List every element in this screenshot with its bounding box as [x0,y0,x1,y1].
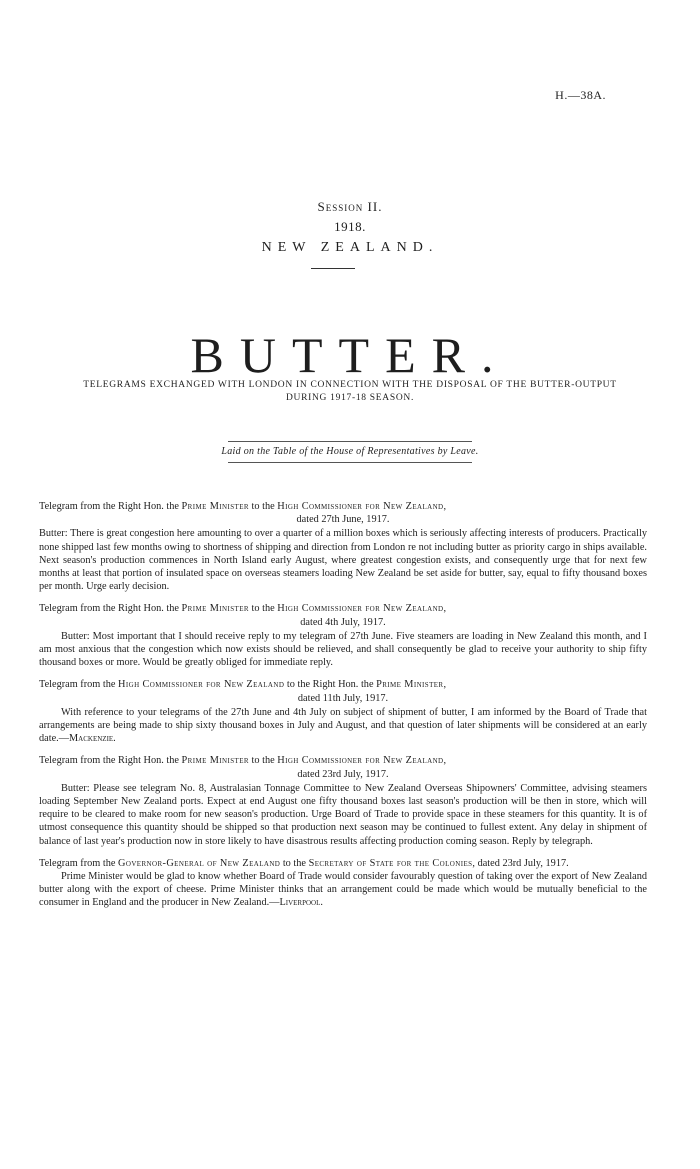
heading-text: Telegram from the Right Hon. the [39,755,182,767]
heading-text: Telegram from the [39,857,119,869]
telegram-5 [39,857,647,910]
sender-role: High Commissioner for New Zealand [118,679,285,691]
telegram-date: dated 23rd July, 1917. [297,768,389,780]
divider-top [228,441,472,442]
telegram-body [39,782,647,848]
heading-text: to the [248,501,278,512]
divider-bottom [228,462,472,463]
heading-text: , [443,755,447,767]
heading-text: , [443,679,447,691]
signature: Mackenzie. [69,733,116,745]
recipient-role: High Commissioner for New Zealand [277,755,444,767]
heading-text: Telegram from the Right Hon. the [39,501,182,512]
recipient-role: Prime Minister [376,679,444,691]
page-reference: H.—38A. [555,88,606,102]
telegram-2 [39,602,647,669]
sender-role: Governor-General of New Zealand [118,857,281,869]
heading-text: , dated 23rd July, 1917. [472,857,569,869]
heading-text: , [443,603,447,615]
sender-role: Prime Minister [181,501,249,512]
recipient-role: High Commissioner for New Zealand [277,501,444,512]
telegram-heading [39,602,647,615]
telegram-list [39,500,647,919]
heading-text: to the [280,857,309,869]
year-line: 1918. [334,219,366,234]
telegram-date: dated 4th July, 1917. [300,616,386,628]
telegram-body [39,706,647,746]
document-subtitle: TELEGRAMS EXCHANGED WITH LONDON IN CONNECTION WITH THE DISPOSAL OF THE BUTTER-OUTPUT DURING 1917-18 SEASON. [83,380,617,403]
short-divider [311,268,355,269]
telegram-date: dated 11th July, 1917. [297,692,389,704]
body-text: Butter: Most important that I should receive reply to my telegram of 27th June. Five steamers are loading in New Zealand this month, and I am most anxious that the congestion which now exists should be relieved, and shall consequently be glad to receive your authority to ship fifty thousand boxes or more. Would be greatly obliged for immediate reply. [39,630,647,669]
body-text: Butter: There is great congestion here amounting to over a quarter of a million boxes which is seriously affecting interests of producers. Practically none shipped last few months owing to shortness of shipping and direction from London re not including butter as priority cargo in ships available. Next season's production commences in North Island early August, where greatest congestion exists, and consequently urge that for next few months at least that portion of insulated space on overseas steamers loading New Zealand be set aside for butter, say, equal to fifty thousand boxes per month. Urge early decision. [39,528,647,593]
telegram-1 [39,500,647,593]
telegram-heading [39,500,647,513]
heading-text: to the [248,755,278,767]
telegram-body [39,527,647,593]
heading-text: Telegram from the [39,679,119,691]
heading-text: to the Right Hon. the [284,679,377,691]
telegram-4 [39,754,647,847]
signature: Liverpool. [279,897,323,909]
telegram-heading [39,857,647,870]
body-text: Butter: Please see telegram No. 8, Australasian Tonnage Committee to New Zealand Overseas Shipowners' Committee, advising steamers loading September New Zealand ports. Expect at end August one fifty thousand boxes last season's production will be then in store, which will require to be cleared to make room for new season's production. Urge Board of Trade to provide space in these steamers for this quantity. It is of utmost consequence this quantity should be shipped so that production next season may be continued to fullest extent. Any delay in shipment of balance of last year's production now in store likely to have disastrous results affecting production coming season. Reply by telegraph. [39,782,647,847]
heading-text: , [443,501,447,512]
laid-on-table-note: Laid on the Table of the House of Representatives by Leave. [221,446,479,457]
sender-role: Prime Minister [181,755,249,767]
telegram-body [39,630,647,670]
body-text: With reference to your telegrams of the 27th June and 4th July on subject of shipment of butter, I am informed by the Board of Trade that arrangements are being made to ship sixty thousand boxes in July and August, and that question of later shipments will be considered at an early date.— [39,706,647,745]
telegram-3 [39,678,647,745]
telegram-body [39,870,647,910]
recipient-role: High Commissioner for New Zealand [277,603,444,615]
country-line: NEW ZEALAND. [261,240,439,255]
document-title: BUTTER. [190,327,510,383]
telegram-heading [39,754,647,767]
sender-role: Prime Minister [181,603,249,615]
heading-text: to the [248,603,278,615]
recipient-role: Secretary of State for the Colonies [308,857,473,869]
body-text: Prime Minister would be glad to know whether Board of Trade would consider favourably question of taking over the export of New Zealand butter along with the export of cheese. Prime Minister thinks that an arrangement could be made which would be mutually beneficial to the consumer in England and the producer in New Zealand.— [39,871,647,909]
telegram-date: dated 27th June, 1917. [296,514,390,526]
session-line: Session II. [317,199,383,214]
telegram-heading [39,678,647,691]
heading-text: Telegram from the Right Hon. the [39,603,182,615]
